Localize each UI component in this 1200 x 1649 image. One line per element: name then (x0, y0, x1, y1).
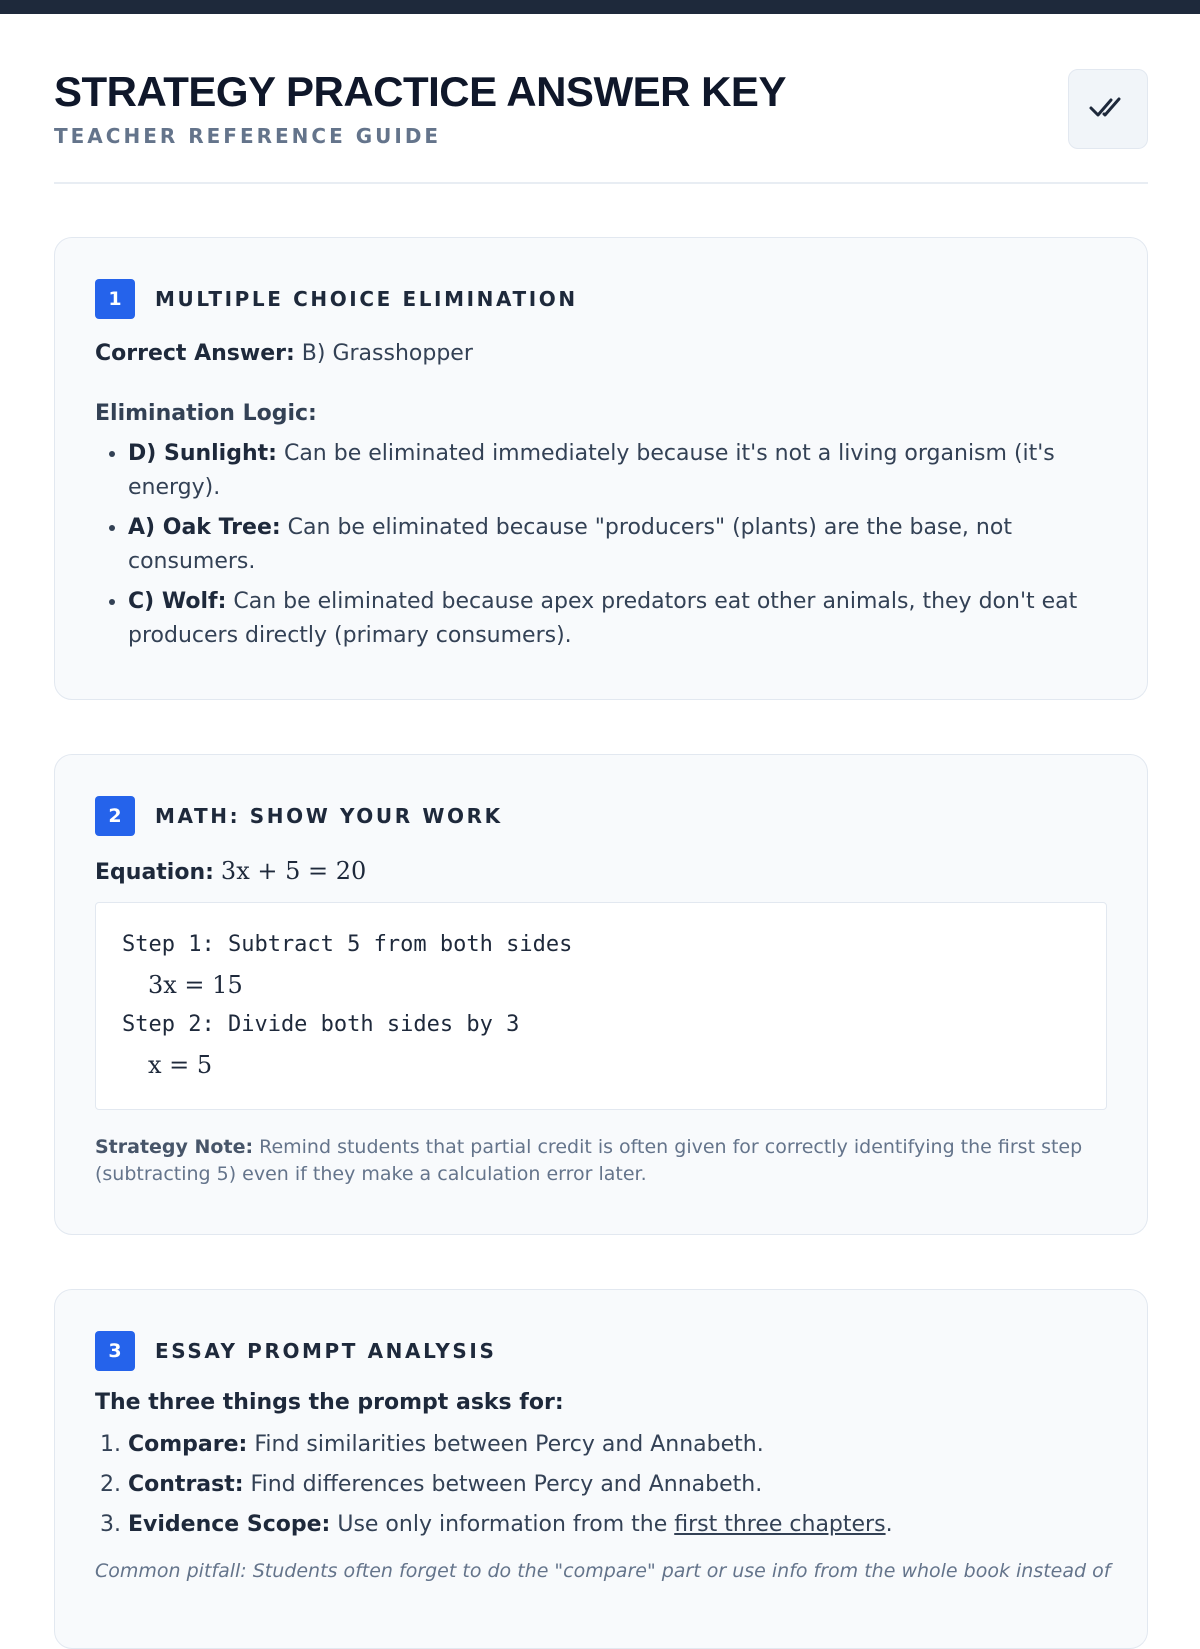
list-item (128, 1428, 1107, 1462)
section-title: MATH: SHOW YOUR WORK (155, 804, 503, 828)
section-header (95, 279, 1107, 319)
prompt-requirements-list (95, 1428, 1107, 1542)
elimination-list (95, 437, 1107, 653)
step-math: x = 5 (148, 1051, 213, 1079)
list-item (128, 585, 1107, 653)
elimination-logic-heading: Elimination Logic: (95, 401, 317, 426)
list-item (128, 1468, 1107, 1502)
page-subtitle: TEACHER REFERENCE GUIDE (54, 124, 442, 148)
section-number-badge: 2 (95, 796, 135, 836)
work-steps-box (95, 902, 1107, 1110)
strategy-note (95, 1134, 1107, 1188)
top-bar (0, 0, 1200, 14)
common-pitfall-note: Common pitfall: Students often forget to do the "compare" part or use info from the whole book instead of (95, 1560, 1111, 1582)
item-label: C) Wolf: (128, 589, 227, 614)
section-title: MULTIPLE CHOICE ELIMINATION (155, 287, 578, 311)
correct-answer (95, 337, 1107, 371)
section-title: ESSAY PROMPT ANALYSIS (155, 1339, 497, 1363)
step-math: 3x = 15 (148, 971, 243, 999)
strategy-note-label: Strategy Note: (95, 1136, 254, 1158)
equation-value: 3x + 5 = 20 (220, 857, 367, 885)
step-label: Step 1: Subtract 5 from both sides (122, 932, 573, 957)
section-card-math (54, 754, 1148, 1235)
list-item (128, 1508, 1107, 1542)
item-label: D) Sunlight: (128, 441, 277, 466)
list-item (128, 437, 1107, 505)
item-text: Find similarities between Percy and Annabeth. (254, 1432, 764, 1457)
item-label: A) Oak Tree: (128, 515, 281, 540)
section-number-badge: 1 (95, 279, 135, 319)
page-title: STRATEGY PRACTICE ANSWER KEY (54, 68, 786, 115)
item-label: Contrast: (128, 1472, 244, 1497)
item-label: Evidence Scope: (128, 1512, 331, 1537)
item-text: Use only information from the (337, 1512, 668, 1537)
item-text: Can be eliminated because apex predators eat other animals, they don't eat producers directly (primary consumers). (128, 589, 1078, 648)
page-header (54, 68, 1148, 184)
mark-complete-button[interactable] (1068, 69, 1148, 149)
prompt-intro: The three things the prompt asks for: (95, 1390, 564, 1415)
equation (95, 854, 1107, 890)
strategy-note-text: Remind students that partial credit is often given for correctly identifying the first step (subtracting 5) even if they make a calculation error later. (95, 1136, 1083, 1185)
item-suffix: . (885, 1512, 893, 1537)
item-text: Can be eliminated immediately because it's not a living organism (it's energy). (128, 441, 1055, 500)
section-number-badge: 3 (95, 1331, 135, 1371)
item-text: Can be eliminated because "producers" (plants) are the base, not consumers. (128, 515, 1012, 574)
correct-answer-label: Correct Answer: (95, 341, 295, 366)
correct-answer-value: B) Grasshopper (301, 341, 473, 366)
equation-label: Equation: (95, 860, 214, 885)
item-text: Find differences between Percy and Annabeth. (250, 1472, 763, 1497)
section-header (95, 1331, 1107, 1371)
scope-emphasis: first three chapters (674, 1512, 886, 1537)
section-header (95, 796, 1107, 836)
list-item (128, 511, 1107, 579)
section-card-essay (54, 1289, 1148, 1649)
step-label: Step 2: Divide both sides by 3 (122, 1012, 520, 1037)
double-check-icon (1088, 93, 1128, 125)
item-label: Compare: (128, 1432, 248, 1457)
section-card-multiple-choice (54, 237, 1148, 700)
